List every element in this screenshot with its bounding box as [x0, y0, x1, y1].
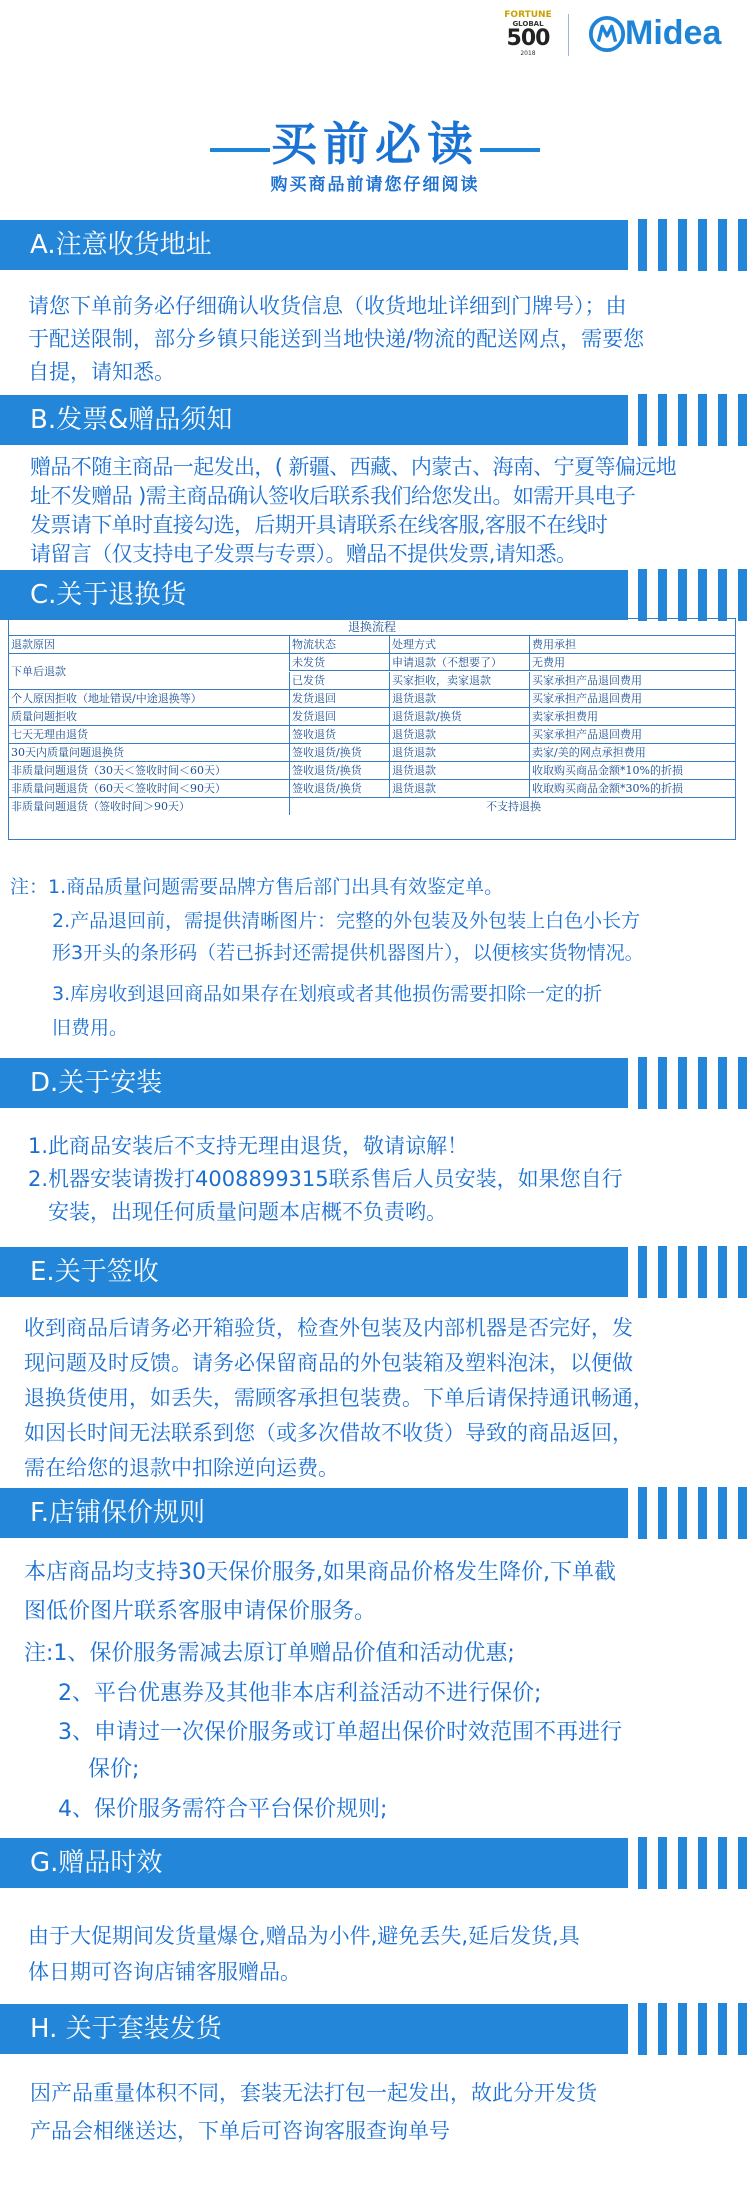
title-rule-left — [210, 148, 270, 152]
text-line: 请您下单前务必仔细确认收货信息（收货地址详细到门牌号）；由 — [28, 294, 627, 318]
note-line: 旧费用。 — [52, 1017, 129, 1039]
section-g-stripes — [628, 1837, 750, 1889]
table-cell: 买家拒收，卖家退款 — [389, 672, 529, 689]
section-h-header — [0, 2004, 628, 2054]
section-a-header — [0, 220, 628, 270]
section-b-stripes — [628, 394, 750, 446]
table-cell: 卖家承担费用 — [529, 708, 735, 725]
text-line: 体日期可咨询店铺客服赠品。 — [28, 1960, 301, 1984]
fortune-500-value: 500 — [506, 26, 550, 51]
text-line: 自提，请知悉。 — [28, 360, 175, 384]
text-line: 收到商品后请务必开箱验货，检查外包装及内部机器是否完好，发 — [24, 1316, 633, 1340]
table-cell: 不支持退换 — [289, 798, 735, 815]
table-cell: 申请退款（不想要了） — [389, 654, 529, 671]
table-cell: 下单后退款 — [11, 665, 66, 678]
table-cell: 买家承担产品退回费用 — [529, 672, 735, 689]
section-e-title: E.关于签收 — [30, 1257, 159, 1287]
table-cell: 七天无理由退货 — [11, 728, 88, 741]
table-row — [9, 762, 735, 780]
fortune-year: 2018 — [520, 50, 536, 57]
section-b-body — [30, 453, 730, 569]
table-cell: 无费用 — [529, 654, 735, 671]
text-line: 3、申请过一次保价服务或订单超出保价时效范围不再进行 — [58, 1720, 622, 1745]
table-row — [9, 798, 735, 815]
text-line: 2.机器安装请拨打4008899315联系售后人员安装，如果您自行 — [28, 1167, 623, 1191]
table-cell: 退货退款 — [389, 726, 529, 743]
table-cell: 收取购买商品金额*10%的折损 — [529, 762, 735, 779]
logo-divider — [568, 14, 569, 56]
note-line: 形3开头的条形码（若已拆封还需提供机器图片），以便核实货物情况。 — [52, 942, 644, 964]
section-a-title: A.注意收货地址 — [30, 230, 212, 260]
table-caption: 退换流程 — [9, 619, 735, 636]
page-title: 买前必读 — [271, 117, 479, 171]
section-g-title: G.赠品时效 — [30, 1848, 163, 1878]
section-g-header — [0, 1838, 628, 1888]
text-line: 如因长时间无法联系到您（或多次借故不收货）导致的商品返回， — [24, 1421, 633, 1445]
text-line: 注:1、保价服务需减去原订单赠品价值和活动优惠; — [24, 1641, 515, 1666]
section-h-title: H. 关于套装发货 — [30, 2014, 222, 2044]
table-header: 费用承担 — [529, 636, 735, 653]
note-line: 2.产品退回前，需提供清晰图片：完整的外包装及外包装上白色小长方 — [52, 910, 641, 932]
note-line: 注：1.商品质量问题需要品牌方售后部门出具有效鉴定单。 — [10, 876, 504, 898]
table-row — [9, 744, 735, 762]
global-label: GLOBAL — [512, 20, 544, 28]
text-line: 退换货使用，如丢失，需顾客承担包装费。下单后请保持通讯畅通， — [24, 1386, 654, 1410]
text-line: 2、平台优惠券及其他非本店利益活动不进行保价; — [58, 1681, 542, 1706]
section-b-header — [0, 395, 628, 445]
text-line: 址不发赠品 )需主商品确认签收后联系我们给您发出。如需开具电子 — [30, 484, 636, 508]
table-row — [9, 654, 735, 678]
fortune-label: FORTUNE — [504, 10, 552, 20]
table-cell: 30天内质量问题退换货 — [11, 746, 124, 759]
title-rule-right — [480, 148, 540, 152]
table-row — [9, 708, 735, 726]
section-e-stripes — [628, 1246, 750, 1298]
note-line: 3.库房收到退回商品如果存在划痕或者其他损伤需要扣除一定的折 — [52, 983, 603, 1005]
section-d-header — [0, 1058, 628, 1108]
table-cell: 退货退款 — [389, 762, 529, 779]
table-cell: 个人原因拒收（地址错误/中途退换等） — [11, 692, 202, 705]
text-line: 保价; — [88, 1757, 140, 1782]
table-cell: 发货退回 — [289, 690, 389, 707]
section-d-body — [28, 1130, 728, 1229]
section-c-title: C.关于退换货 — [30, 580, 187, 610]
section-a-stripes — [628, 219, 750, 271]
midea-brand-text: Midea — [625, 14, 722, 52]
table-cell: 退货退款 — [389, 690, 529, 707]
text-line: 4、保价服务需符合平台保价规则; — [58, 1797, 388, 1822]
section-c-stripes — [628, 569, 750, 621]
table-header: 处理方式 — [389, 636, 529, 653]
table-cell: 签收退货/换货 — [289, 762, 389, 779]
table-cell: 非质量问题退货（60天＜签收时间＜90天） — [11, 782, 226, 795]
table-cell: 质量问题拒收 — [11, 710, 77, 723]
text-line: 本店商品均支持30天保价服务,如果商品价格发生降价,下单截 — [24, 1560, 616, 1585]
section-d-title: D.关于安装 — [30, 1068, 163, 1098]
table-cell: 退货退款/换货 — [389, 708, 529, 725]
text-line: 图低价图片联系客服申请保价服务。 — [24, 1599, 377, 1624]
table-row — [9, 672, 735, 690]
table-cell: 收取购买商品金额*30%的折损 — [529, 780, 735, 797]
text-line: 1.此商品安装后不支持无理由退货，敬请谅解！ — [28, 1134, 469, 1158]
text-line: 产品会相继送达，下单后可咨询客服查询单号 — [30, 2119, 450, 2143]
table-cell: 非质量问题退货（签收时间＞90天） — [11, 800, 190, 813]
text-line: 需在给您的退款中扣除逆向运费。 — [24, 1456, 339, 1480]
text-line: 请留言（仅支持电子发票与专票）。赠品不提供发票,请知悉。 — [30, 542, 577, 566]
table-cell: 卖家/美的网点承担费用 — [529, 744, 735, 761]
section-f-stripes — [628, 1487, 750, 1539]
table-cell: 已发货 — [289, 672, 389, 689]
text-line: 现问题及时反馈。请务必保留商品的外包装箱及塑料泡沫，以便做 — [24, 1351, 633, 1375]
page-subtitle: 购买商品前请您仔细阅读 — [270, 175, 480, 195]
section-c-header — [0, 570, 628, 620]
section-e-body — [24, 1311, 724, 1486]
table-cell: 非质量问题退货（30天＜签收时间＜60天） — [11, 764, 226, 777]
text-line: 安装，出现任何质量问题本店概不负责哟。 — [48, 1200, 447, 1224]
table-cell: 签收退货 — [289, 726, 389, 743]
section-e-header — [0, 1247, 628, 1297]
midea-logo-icon — [588, 15, 626, 53]
table-cell: 退货退款 — [389, 780, 529, 797]
table-cell: 退货退款 — [389, 744, 529, 761]
table-header: 退款原因 — [11, 638, 55, 651]
section-b-title: B.发票&赠品须知 — [30, 405, 233, 435]
text-line: 于配送限制，部分乡镇只能送到当地快递/物流的配送网点，需要您 — [28, 327, 645, 351]
fortune-500-logo — [502, 10, 554, 57]
section-h-stripes — [628, 2003, 750, 2055]
section-f-header — [0, 1488, 628, 1538]
text-line: 发票请下单时直接勾选，后期开具请联系在线客服,客服不在线时 — [30, 513, 608, 537]
table-header-row — [9, 636, 735, 654]
table-row — [9, 780, 735, 798]
table-cell: 买家承担产品退回费用 — [529, 690, 735, 707]
table-header: 物流状态 — [289, 636, 389, 653]
return-process-table — [8, 618, 736, 840]
section-a-body — [28, 290, 728, 389]
section-f-title: F.店铺保价规则 — [30, 1498, 206, 1528]
section-d-stripes — [628, 1057, 750, 1109]
table-cell: 买家承担产品退回费用 — [529, 726, 735, 743]
table-cell: 发货退回 — [289, 708, 389, 725]
table-cell: 未发货 — [289, 654, 389, 671]
table-row — [9, 690, 735, 708]
fortune-500-number — [502, 28, 554, 50]
table-row — [9, 726, 735, 744]
text-line: 因产品重量体积不同，套装无法打包一起发出，故此分开发货 — [30, 2081, 597, 2105]
table-cell: 签收退货/换货 — [289, 744, 389, 761]
text-line: 由于大促期间发货量爆仓,赠品为小件,避免丢失,延后发货,具 — [28, 1924, 580, 1948]
text-line: 赠品不随主商品一起发出，( 新疆、西藏、内蒙古、海南、宁夏等偏远地 — [30, 455, 677, 479]
table-cell: 签收退货/换货 — [289, 780, 389, 797]
